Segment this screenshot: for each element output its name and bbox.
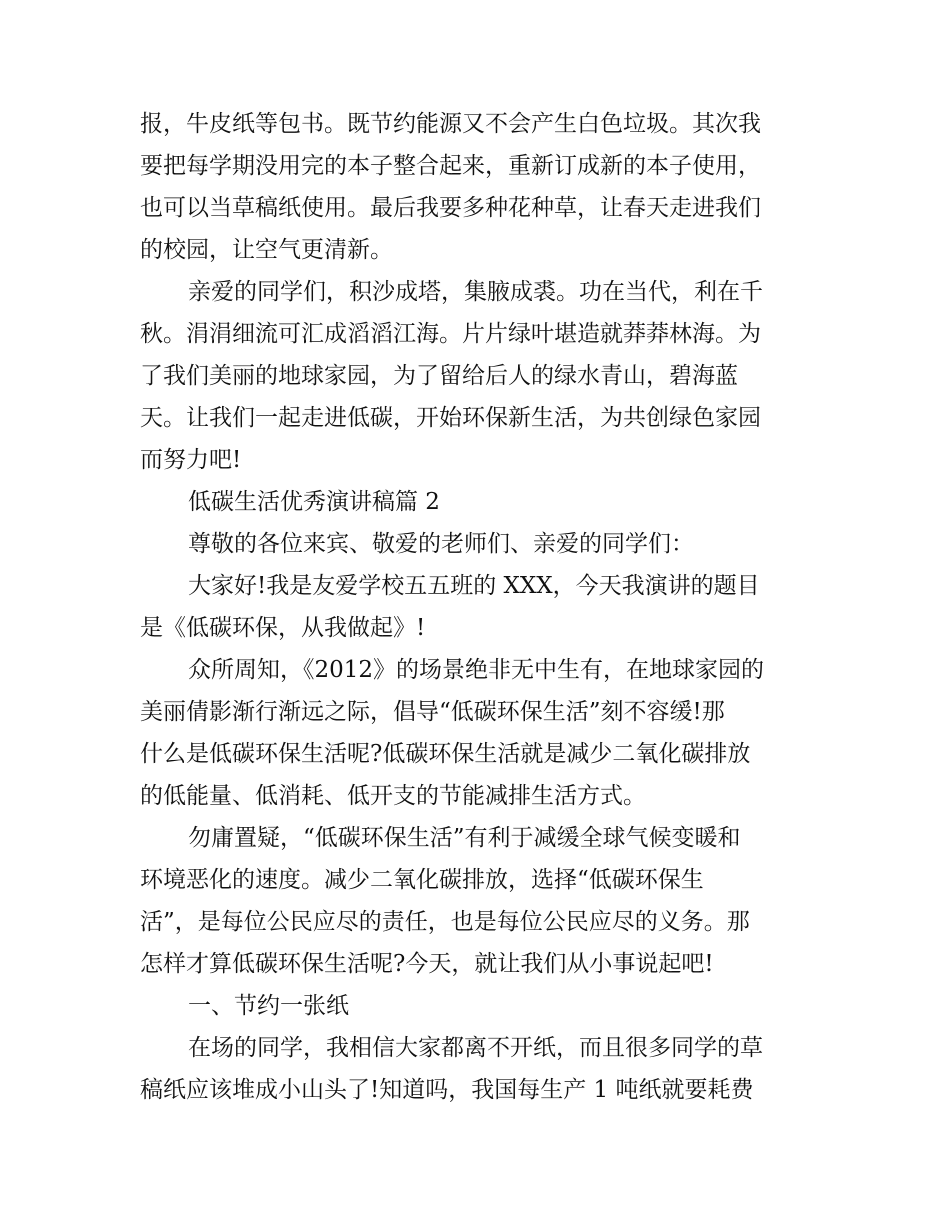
text-line: 一、节约一张纸 xyxy=(188,993,349,1019)
text-line: 什么是低碳环保生活呢?低碳环保生活就是减少二氧化碳排放 xyxy=(140,741,751,767)
section-heading xyxy=(140,481,812,523)
greeting xyxy=(140,523,812,565)
text-line: 是《低碳环保，从我做起》! xyxy=(140,615,426,641)
text-line: 活”，是每位公民应尽的责任，也是每位公民应尽的义务。那 xyxy=(140,909,750,935)
paragraph xyxy=(140,271,812,481)
paragraph xyxy=(140,1027,812,1111)
paragraph xyxy=(140,649,812,817)
text-line: 怎样才算低碳环保生活呢?今天，就让我们从小事说起吧! xyxy=(140,951,714,977)
text-line: 尊敬的各位来宾、敬爱的老师们、亲爱的同学们： xyxy=(188,531,694,557)
subsection-heading xyxy=(140,985,812,1027)
text-line: 大家好!我是友爱学校五五班的 XXX，今天我演讲的题目 xyxy=(188,573,760,599)
text-line: 秋。涓涓细流可汇成滔滔江海。片片绿叶堪造就莽莽林海。为 xyxy=(140,321,761,347)
text-line: 低碳生活优秀演讲稿篇 2 xyxy=(188,489,440,515)
text-line: 环境恶化的速度。减少二氧化碳排放，选择“低碳环保生 xyxy=(140,867,704,893)
text-line: 了我们美丽的地球家园，为了留给后人的绿水青山，碧海蓝 xyxy=(140,363,738,389)
text-line: 也可以当草稿纸使用。最后我要多种花种草，让春天走进我们 xyxy=(140,195,761,221)
text-line: 美丽倩影渐行渐远之际，倡导“低碳环保生活”刻不容缓!那 xyxy=(140,699,725,725)
text-line: 在场的同学，我相信大家都离不开纸，而且很多同学的草 xyxy=(188,1035,763,1061)
text-line: 众所周知，《2012》的场景绝非无中生有，在地球家园的 xyxy=(188,657,765,683)
paragraph xyxy=(140,565,812,649)
text-line: 勿庸置疑，“低碳环保生活”有利于减缓全球气候变暖和 xyxy=(188,825,741,851)
text-line: 报，牛皮纸等包书。既节约能源又不会产生白色垃圾。其次我 xyxy=(140,111,761,137)
text-line: 稿纸应该堆成小山头了!知道吗，我国每生产 1 吨纸就要耗费 xyxy=(140,1077,754,1103)
text-line: 而努力吧! xyxy=(140,447,242,473)
paragraph xyxy=(140,817,812,985)
text-line: 的低能量、低消耗、低开支的节能减排生活方式。 xyxy=(140,783,646,809)
text-line: 天。让我们一起走进低碳，开始环保新生活，为共创绿色家园 xyxy=(140,405,761,431)
text-line: 的校园，让空气更清新。 xyxy=(140,237,393,263)
text-line: 要把每学期没用完的本子整合起来，重新订成新的本子使用， xyxy=(140,153,761,179)
document-body xyxy=(140,103,812,1111)
paragraph xyxy=(140,103,812,271)
text-line: 亲爱的同学们，积沙成塔，集腋成裘。功在当代，利在千 xyxy=(188,279,763,305)
